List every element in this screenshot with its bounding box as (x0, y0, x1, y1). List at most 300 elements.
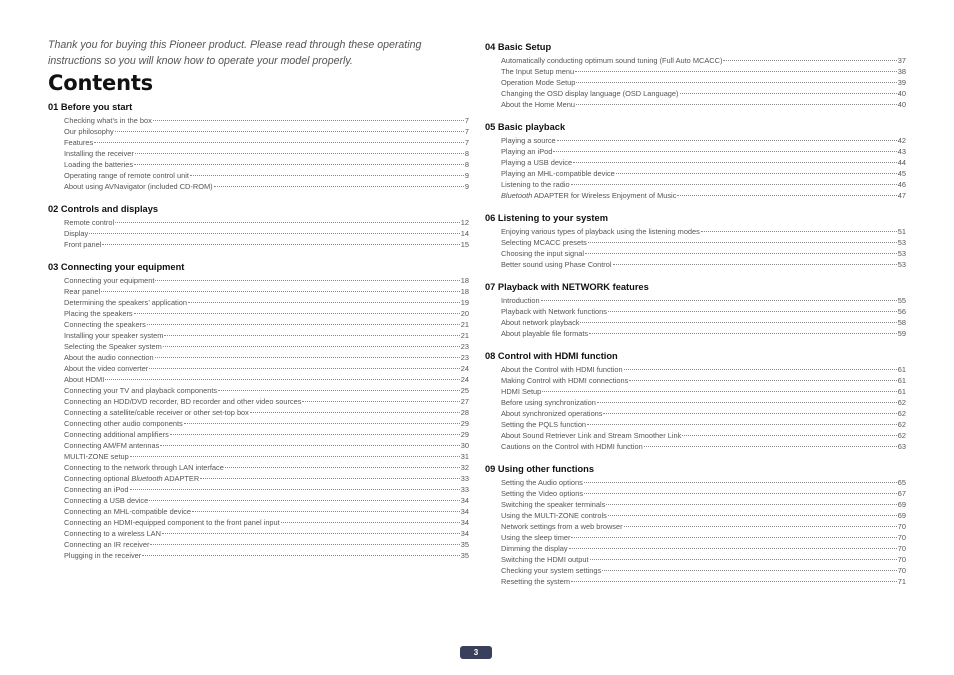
toc-entry[interactable] (64, 308, 469, 319)
toc-section (48, 101, 469, 192)
entry-page-number: 21 (460, 320, 469, 329)
entry-title: Selecting the Speaker system (64, 342, 162, 351)
dot-leader (192, 511, 460, 512)
dot-leader (557, 140, 897, 141)
entry-title: Connecting an iPod (64, 485, 129, 494)
dot-leader (571, 184, 897, 185)
entry-page-number: 71 (897, 577, 906, 586)
entry-title: Better sound using Phase Control (501, 260, 612, 269)
entry-title: Our philosophy (64, 127, 114, 136)
entry-title: Playback with Network functions (501, 307, 607, 316)
entry-title: Installing the receiver (64, 149, 134, 158)
dot-leader (613, 264, 897, 265)
entry-title: Playing an MHL-compatible device (501, 169, 615, 178)
dot-leader (155, 280, 459, 281)
toc-entry[interactable] (501, 364, 906, 375)
entry-title: Loading the batteries (64, 160, 134, 169)
entry-title: Connecting AM/FM antennas (64, 441, 160, 450)
entry-list (48, 275, 469, 561)
toc-entry[interactable] (64, 550, 469, 561)
toc-entry[interactable] (501, 157, 906, 168)
entry-title: Selecting MCACC presets (501, 238, 587, 247)
dot-leader (302, 401, 459, 402)
section-heading: 07 Playback with NETWORK features (485, 282, 649, 292)
toc-entry[interactable] (64, 275, 469, 286)
entry-page-number: 24 (460, 364, 469, 373)
entry-title: About the audio connection (64, 353, 154, 362)
toc-entry[interactable] (64, 429, 469, 440)
dot-leader (584, 493, 897, 494)
entry-title: Setting the PQLS function (501, 420, 587, 429)
toc-entry[interactable] (64, 115, 469, 126)
entry-title: About the video converter (64, 364, 149, 373)
dot-leader (573, 162, 897, 163)
toc-entry[interactable] (64, 297, 469, 308)
section-heading: 01 Before you start (48, 102, 133, 112)
toc-entry[interactable] (501, 521, 906, 532)
dot-leader (155, 357, 460, 358)
toc-entry[interactable] (501, 55, 906, 66)
entry-title: Setting the Audio options (501, 478, 583, 487)
entry-title: Cautions on the Control with HDMI function (501, 442, 643, 451)
toc-section (48, 261, 469, 561)
entry-page-number: 8 (464, 149, 469, 158)
entry-page-number: 21 (460, 331, 469, 340)
entry-title: Connecting an HDD/DVD recorder, BD recorder and other video sources (64, 397, 302, 406)
entry-page-number: 23 (460, 353, 469, 362)
toc-section (485, 463, 906, 587)
entry-title: Installing your speaker system (64, 331, 164, 340)
entry-page-number: 70 (897, 533, 906, 542)
entry-page-number: 65 (897, 478, 906, 487)
entry-title: Checking your system settings (501, 566, 602, 575)
entry-page-number: 25 (460, 386, 469, 395)
dot-leader (677, 195, 896, 196)
entry-page-number: 42 (897, 136, 906, 145)
toc-entry[interactable] (501, 248, 906, 259)
toc-entry[interactable] (64, 484, 469, 495)
toc-entry[interactable] (64, 181, 469, 192)
entry-title: About Sound Retriever Link and Stream Smoother Link (501, 431, 682, 440)
entry-page-number: 34 (460, 507, 469, 516)
entry-title: About network playback (501, 318, 580, 327)
entry-title: Determining the speakers’ application (64, 298, 187, 307)
entry-page-number: 20 (460, 309, 469, 318)
toc-entry[interactable] (501, 146, 906, 157)
toc-entry[interactable] (501, 375, 906, 386)
dot-leader (164, 335, 459, 336)
entry-page-number: 9 (464, 171, 469, 180)
intro-text: Thank you for buying this Pioneer product. Please read through these operating instructions so you will know how to operate your model properly. (48, 39, 422, 67)
dot-leader (571, 581, 897, 582)
dot-leader (130, 489, 460, 490)
dot-leader (184, 423, 460, 424)
dot-leader (115, 131, 464, 132)
entry-title: Rear panel (64, 287, 101, 296)
entry-page-number: 31 (460, 452, 469, 461)
toc-entry[interactable] (501, 99, 906, 110)
entry-title: Plugging in the receiver (64, 551, 142, 560)
toc-entry[interactable] (501, 168, 906, 179)
dot-leader (589, 333, 897, 334)
entry-page-number: 8 (464, 160, 469, 169)
entry-page-number: 51 (897, 227, 906, 236)
entry-page-number: 34 (460, 529, 469, 538)
entry-page-number: 7 (464, 138, 469, 147)
entry-title: Operation Mode Setup (501, 78, 576, 87)
dot-leader (608, 515, 897, 516)
toc-entry[interactable] (501, 477, 906, 488)
entry-page-number: 39 (897, 78, 906, 87)
entry-page-number: 27 (460, 397, 469, 406)
dot-leader (575, 71, 897, 72)
section-heading: 02 Controls and displays (48, 204, 159, 214)
entry-page-number: 28 (460, 408, 469, 417)
toc-entry[interactable] (501, 77, 906, 88)
toc-entry[interactable] (501, 328, 906, 339)
entry-page-number: 18 (460, 276, 469, 285)
dot-leader (569, 548, 897, 549)
toc-entry[interactable] (64, 473, 469, 484)
dot-leader (602, 570, 897, 571)
toc-entry[interactable] (501, 397, 906, 408)
entry-page-number: 70 (897, 544, 906, 553)
right-column (485, 41, 906, 598)
entry-title: Changing the OSD display language (OSD Language) (501, 89, 679, 98)
toc-entry[interactable] (501, 317, 906, 328)
dot-leader (680, 93, 897, 94)
dot-leader (170, 434, 460, 435)
entry-list (485, 55, 906, 110)
toc-section (485, 41, 906, 110)
entry-title: Connecting a satellite/cable receiver or other set-top box (64, 408, 249, 417)
section-heading: 04 Basic Setup (485, 42, 552, 52)
toc-entry[interactable] (64, 352, 469, 363)
dot-leader (101, 291, 460, 292)
entry-title: Connecting to a wireless LAN (64, 529, 161, 538)
toc-entry[interactable] (501, 532, 906, 543)
toc-entry[interactable] (64, 239, 469, 250)
toc-entry[interactable] (501, 295, 906, 306)
left-toc-sections (48, 101, 469, 561)
entry-page-number: 67 (897, 489, 906, 498)
dot-leader (150, 544, 459, 545)
toc-entry[interactable] (501, 430, 906, 441)
toc-entry[interactable] (64, 319, 469, 330)
entry-page-number: 63 (897, 442, 906, 451)
entry-page-number: 35 (460, 551, 469, 560)
toc-entry[interactable] (501, 259, 906, 270)
page-number-badge: 3 (460, 646, 492, 659)
entry-title: Dimming the display (501, 544, 568, 553)
entry-title: Connecting your equipment (64, 276, 155, 285)
entry-title: Introduction (501, 296, 540, 305)
dot-leader (723, 60, 896, 61)
entry-title: Connecting an MHL-compatible device (64, 507, 191, 516)
entry-title: Using the sleep timer (501, 533, 571, 542)
dot-leader (571, 537, 896, 538)
entry-page-number: 55 (897, 296, 906, 305)
dot-leader (281, 522, 460, 523)
entry-title: Connecting additional amplifiers (64, 430, 169, 439)
section-heading: 08 Control with HDMI function (485, 351, 618, 361)
toc-entry[interactable] (64, 341, 469, 352)
entry-page-number: 70 (897, 522, 906, 531)
entry-page-number: 44 (897, 158, 906, 167)
dot-leader (588, 242, 897, 243)
toc-entry[interactable] (501, 306, 906, 317)
entry-page-number: 29 (460, 430, 469, 439)
dot-leader (624, 526, 897, 527)
entry-page-number: 40 (897, 100, 906, 109)
dot-leader (105, 379, 460, 380)
entry-title: Playing a source (501, 136, 556, 145)
entry-title: HDMI Setup (501, 387, 542, 396)
toc-entry[interactable] (64, 330, 469, 341)
entry-page-number: 69 (897, 500, 906, 509)
entry-title: Automatically conducting optimum sound tuning (Full Auto MCACC) (501, 56, 723, 65)
entry-title: Checking what’s in the box (64, 116, 152, 125)
dot-leader (576, 104, 897, 105)
dot-leader (89, 233, 460, 234)
entry-list (485, 135, 906, 201)
section-heading: 06 Listening to your system (485, 213, 608, 223)
entry-page-number: 61 (897, 376, 906, 385)
entry-title: About the Home Menu (501, 100, 575, 109)
dot-leader (147, 324, 460, 325)
entry-page-number: 38 (897, 67, 906, 76)
entry-page-number: 45 (897, 169, 906, 178)
section-heading: 05 Basic playback (485, 122, 566, 132)
dot-leader (608, 311, 897, 312)
toc-entry[interactable] (64, 148, 469, 159)
entry-page-number: 56 (897, 307, 906, 316)
entry-page-number: 23 (460, 342, 469, 351)
dot-leader (250, 412, 460, 413)
dot-leader (130, 456, 460, 457)
entry-title: Connecting other audio components (64, 419, 183, 428)
entry-title: Switching the speaker terminals (501, 500, 606, 509)
entry-title: Remote control (64, 218, 115, 227)
toc-entry[interactable] (501, 419, 906, 430)
toc-entry[interactable] (64, 539, 469, 550)
entry-page-number: 18 (460, 287, 469, 296)
entry-title: Front panel (64, 240, 102, 249)
entry-title: Playing an iPod (501, 147, 553, 156)
toc-entry[interactable] (501, 386, 906, 397)
dot-leader (162, 533, 460, 534)
entry-title: Placing the speakers (64, 309, 133, 318)
dot-leader (134, 313, 460, 314)
entry-page-number: 40 (897, 89, 906, 98)
entry-page-number: 70 (897, 566, 906, 575)
entry-title: Making Control with HDMI connections (501, 376, 629, 385)
entry-page-number: 24 (460, 375, 469, 384)
entry-title: Connecting optional Bluetooth ADAPTER (64, 474, 200, 483)
dot-leader (149, 368, 460, 369)
dot-leader (624, 369, 897, 370)
toc-entry[interactable] (64, 495, 469, 506)
entry-title: Network settings from a web browser (501, 522, 623, 531)
toc-entry[interactable] (501, 576, 906, 587)
toc-entry[interactable] (64, 228, 469, 239)
entry-page-number: 61 (897, 365, 906, 374)
dot-leader (553, 151, 896, 152)
toc-entry[interactable] (501, 488, 906, 499)
toc-entry[interactable] (64, 363, 469, 374)
dot-leader (200, 478, 460, 479)
entry-title: Listening to the radio (501, 180, 570, 189)
toc-entry[interactable] (501, 66, 906, 77)
dot-leader (541, 300, 897, 301)
entry-page-number: 35 (460, 540, 469, 549)
toc-entry[interactable] (64, 396, 469, 407)
entry-title: Enjoying various types of playback using the listening modes (501, 227, 700, 236)
toc-entry[interactable] (64, 286, 469, 297)
dot-leader (160, 445, 459, 446)
bluetooth-emphasis: Bluetooth (501, 191, 533, 200)
dot-leader (603, 413, 896, 414)
toc-entry[interactable] (501, 565, 906, 576)
entry-title: Connecting the speakers (64, 320, 146, 329)
entry-page-number: 53 (897, 249, 906, 258)
dot-leader (542, 391, 897, 392)
entry-title: Display (64, 229, 89, 238)
toc-entry[interactable] (501, 88, 906, 99)
toc-entry[interactable] (64, 407, 469, 418)
toc-entry[interactable] (64, 126, 469, 137)
entry-title: MULTI-ZONE setup (64, 452, 129, 461)
entry-page-number: 7 (464, 127, 469, 136)
entry-title: Before using synchronization (501, 398, 596, 407)
dot-leader (214, 186, 464, 187)
entry-title: Bluetooth ADAPTER for Wireless Enjoyment of Music (501, 191, 677, 200)
entry-list (485, 364, 906, 452)
toc-entry[interactable] (501, 408, 906, 419)
entry-page-number: 37 (897, 56, 906, 65)
toc-entry[interactable] (64, 170, 469, 181)
toc-entry[interactable] (64, 517, 469, 528)
entry-title: Connecting a USB device (64, 496, 149, 505)
toc-entry[interactable] (501, 441, 906, 452)
entry-page-number: 15 (460, 240, 469, 249)
section-heading: 03 Connecting your equipment (48, 262, 185, 272)
dot-leader (218, 390, 460, 391)
entry-title: Connecting an HDMI-equipped component to the front panel input (64, 518, 280, 527)
entry-title: About playable file formats (501, 329, 589, 338)
toc-entry[interactable] (64, 462, 469, 473)
page-title: Contents (48, 71, 153, 95)
entry-title: About the Control with HDMI function (501, 365, 623, 374)
entry-list (48, 217, 469, 250)
entry-list (48, 115, 469, 192)
entry-page-number: 30 (460, 441, 469, 450)
dot-leader (580, 322, 896, 323)
dot-leader (135, 153, 464, 154)
toc-entry[interactable] (64, 506, 469, 517)
toc-section (485, 350, 906, 452)
dot-leader (585, 253, 897, 254)
entry-page-number: 29 (460, 419, 469, 428)
dot-leader (153, 120, 464, 121)
section-heading: 09 Using other functions (485, 464, 594, 474)
entry-list (485, 295, 906, 339)
dot-leader (142, 555, 460, 556)
toc-entry[interactable] (64, 418, 469, 429)
toc-entry[interactable] (501, 554, 906, 565)
entry-page-number: 62 (897, 409, 906, 418)
entry-title: Operating range of remote control unit (64, 171, 189, 180)
dot-leader (629, 380, 896, 381)
entry-list (485, 477, 906, 587)
toc-entry[interactable] (501, 179, 906, 190)
toc-entry[interactable] (64, 137, 469, 148)
entry-page-number: 58 (897, 318, 906, 327)
toc-entry[interactable] (501, 543, 906, 554)
entry-page-number: 62 (897, 431, 906, 440)
dot-leader (682, 435, 896, 436)
entry-page-number: 53 (897, 260, 906, 269)
dot-leader (584, 482, 897, 483)
dot-leader (149, 500, 460, 501)
toc-entry[interactable] (64, 217, 469, 228)
entry-title: About synchronized operations (501, 409, 603, 418)
toc-entry[interactable] (501, 499, 906, 510)
toc-entry[interactable] (64, 440, 469, 451)
toc-section (485, 121, 906, 201)
toc-entry[interactable] (64, 385, 469, 396)
entry-title: Resetting the system (501, 577, 571, 586)
entry-page-number: 53 (897, 238, 906, 247)
toc-entry[interactable] (501, 135, 906, 146)
entry-title: Connecting your TV and playback components (64, 386, 218, 395)
entry-page-number: 69 (897, 511, 906, 520)
toc-entry[interactable] (501, 510, 906, 521)
entry-page-number: 7 (464, 116, 469, 125)
dot-leader (587, 424, 897, 425)
toc-entry[interactable] (501, 237, 906, 248)
toc-section (48, 203, 469, 250)
dot-leader (606, 504, 896, 505)
dot-leader (134, 164, 464, 165)
right-toc-sections (485, 41, 906, 587)
entry-page-number: 62 (897, 398, 906, 407)
toc-entry[interactable] (64, 374, 469, 385)
entry-title: Setting the Video options (501, 489, 584, 498)
dot-leader (597, 402, 897, 403)
entry-page-number: 32 (460, 463, 469, 472)
toc-entry[interactable] (64, 528, 469, 539)
entry-page-number: 34 (460, 496, 469, 505)
toc-entry[interactable] (501, 226, 906, 237)
entry-page-number: 47 (897, 191, 906, 200)
toc-section (485, 212, 906, 270)
toc-entry[interactable] (64, 451, 469, 462)
dot-leader (225, 467, 460, 468)
toc-section (485, 281, 906, 339)
toc-entry[interactable] (501, 190, 906, 201)
entry-title: The Input Setup menu (501, 67, 575, 76)
entry-page-number: 19 (460, 298, 469, 307)
dot-leader (576, 82, 896, 83)
entry-page-number: 9 (464, 182, 469, 191)
dot-leader (188, 302, 460, 303)
toc-entry[interactable] (64, 159, 469, 170)
entry-page-number: 61 (897, 387, 906, 396)
dot-leader (590, 559, 897, 560)
entry-page-number: 43 (897, 147, 906, 156)
entry-page-number: 33 (460, 485, 469, 494)
